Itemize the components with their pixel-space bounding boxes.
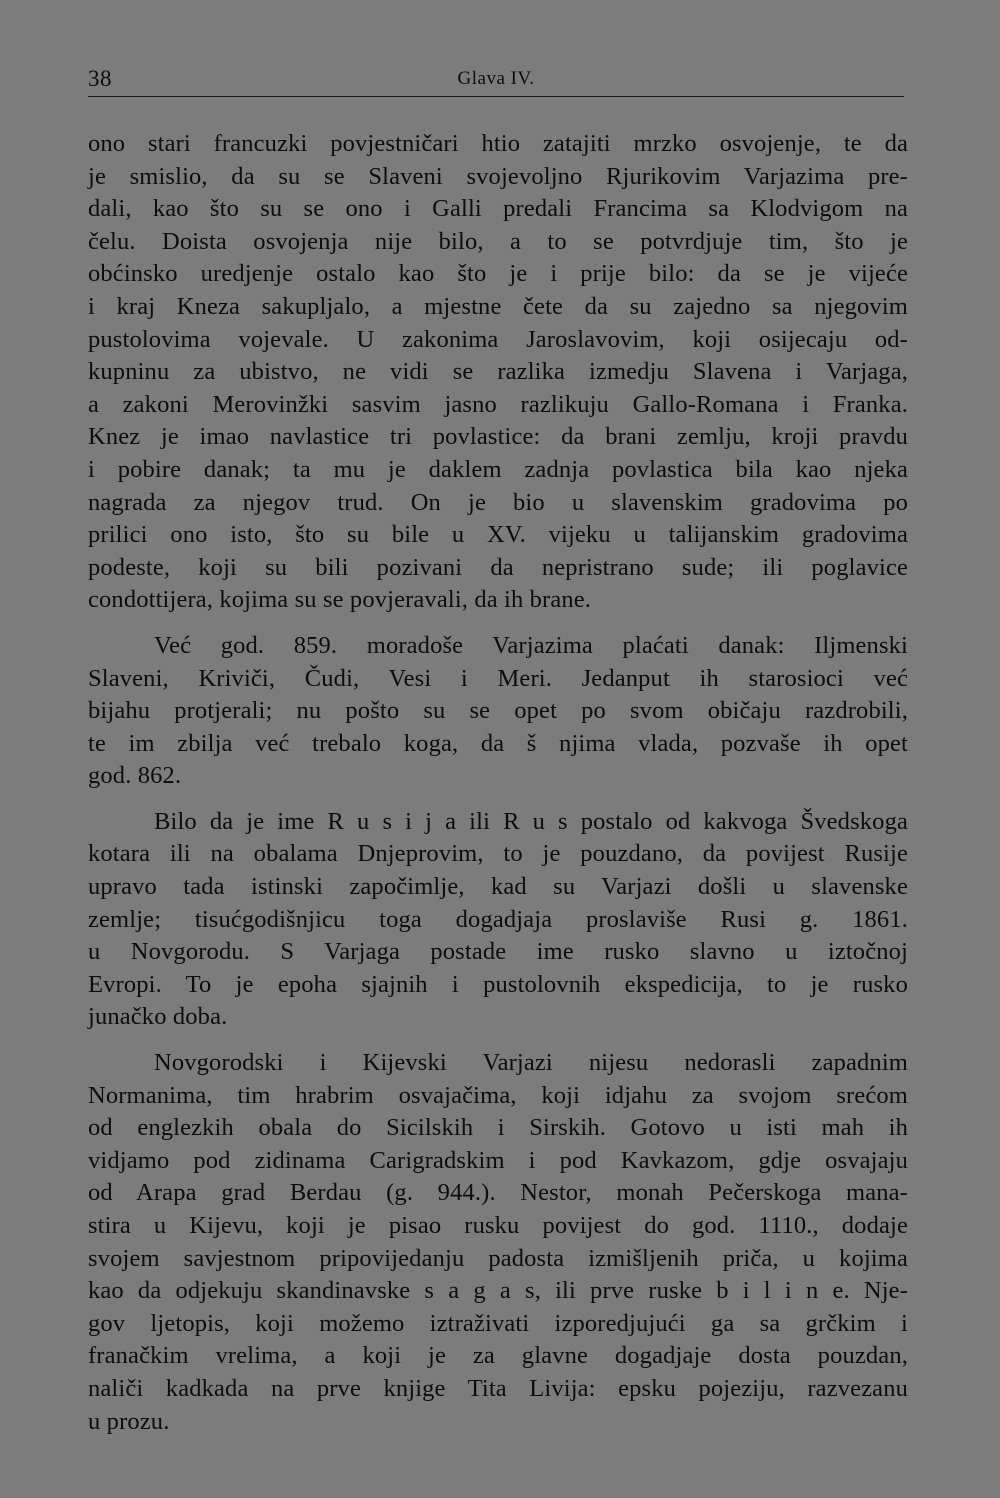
- text-line: od englezkih obala do Sicilskih i Sirskih. Gotovo u isti mah ih: [88, 1114, 908, 1142]
- text-line: u Novgorodu. S Varjaga postade ime rusko slavno u iztočnoj: [88, 938, 908, 966]
- text-line: franačkim vrelima, a koji je za glavne dogadjaje dosta pouzdan,: [88, 1342, 908, 1370]
- text-line: bijahu protjerali; nu pošto su se opet po svom običaju razdrobili,: [88, 697, 908, 725]
- text-line: prilici ono isto, što su bile u XV. vijeku u talijanskim gradovima: [88, 521, 908, 549]
- paragraph: [88, 1047, 908, 1438]
- text-line: pustolovima vojevale. U zakonima Jaroslavovim, koji osijecaju od-: [88, 325, 908, 353]
- text-line: upravo tada istinski započimlje, kad su Varjazi došli u slavenske: [88, 873, 908, 901]
- text-line: u prozu.: [88, 1407, 170, 1435]
- text-line: obćinsko uredjenje ostalo kao što je i prije bilo: da se je vijeće: [88, 260, 908, 288]
- page-number: 38: [88, 66, 112, 91]
- text-line: kotara ili na obalama Dnjeprovim, to je pouzdano, da povijest Rusije: [88, 840, 908, 868]
- text-line: dali, kao što su se ono i Galli predali Francima sa Klodvigom na: [88, 195, 908, 223]
- text-line: vidjamo pod zidinama Carigradskim i pod Kavkazom, gdje osvajaju: [88, 1146, 908, 1174]
- text-line: od Arapa grad Berdau (g. 944.). Nestor, monah Pečerskoga mana-: [88, 1179, 908, 1207]
- text-line: zemlje; tisućgodišnjicu toga dogadjaja proslaviše Rusi g. 1861.: [88, 905, 908, 933]
- paragraph: [88, 128, 908, 617]
- text-line: čelu. Doista osvojenja nije bilo, a to se potvrdjuje tim, što je: [88, 227, 908, 255]
- header-rule: [88, 96, 904, 97]
- text-line: condottijera, kojima su se povjeravali, da ih brane.: [88, 586, 592, 614]
- text-line: i kraj Kneza sakupljalo, a mjestne čete da su zajedno sa njegovim: [88, 292, 908, 320]
- paragraph-gap: [88, 1034, 908, 1047]
- text-line: kupninu za ubistvo, ne vidi se razlika izmedju Slavena i Varjaga,: [88, 358, 908, 386]
- text-line: a zakoni Merovinžki sasvim jasno razlikuju Gallo-Romana i Franka.: [88, 390, 908, 418]
- paragraph: [88, 630, 908, 793]
- text-line: stira u Kijevu, koji je pisao rusku povijest do god. 1110., dodaje: [88, 1212, 908, 1239]
- page-header: [88, 62, 904, 98]
- text-line: gov ljetopis, koji možemo iztraživati izporedjujući ga sa grčkim i: [88, 1309, 908, 1337]
- text-line: nagrada za njegov trud. On je bio u slavenskim gradovima po: [88, 488, 908, 516]
- text-line: Knez je imao navlastice tri povlastice: da brani zemlju, kroji pravdu: [88, 423, 908, 451]
- text-line: Normanima, tim hrabrim osvajačima, koji idjahu za svojom srećom: [88, 1081, 908, 1109]
- text-line: Slaveni, Kriviči, Čudi, Vesi i Meri. Jedanput ih starosioci već: [88, 664, 908, 692]
- text-line: junačko doba.: [88, 1003, 228, 1031]
- text-line: Novgorodski i Kijevski Varjazi nijesu nedorasli zapadnim: [154, 1049, 908, 1077]
- text-line: ono stari francuzki povjestničari htio zatajiti mrzko osvojenje, te da: [88, 130, 908, 157]
- paragraph-gap: [88, 793, 908, 806]
- text-line: i pobire danak; ta mu je daklem zadnja povlastica bila kao njeka: [88, 455, 908, 483]
- text-line: Već god. 859. moradoše Varjazima plaćati danak: Iljmenski: [154, 631, 908, 659]
- text-line: kao da odjekuju skandinavske s a g a s, ili prve ruske b i l i n e. Nje-: [88, 1277, 908, 1305]
- paragraph-gap: [88, 617, 908, 630]
- text-line: god. 862.: [88, 762, 182, 790]
- text-line: te im zbilja već trebalo koga, da š njima vlada, pozvaše ih opet: [88, 729, 908, 757]
- paragraph: [88, 806, 908, 1034]
- text-line: naliči kadkada na prve knjige Tita Livija: epsku pojeziju, razvezanu: [88, 1374, 908, 1402]
- text-line: Evropi. To je epoha sjajnih i pustolovnih ekspedicija, to je rusko: [88, 970, 908, 998]
- text-line: Bilo da je ime R u s i j a ili R u s postalo od kakvoga Švedskoga: [154, 807, 908, 835]
- text-line: podeste, koji su bili pozivani da nepristrano sude; ili poglavice: [88, 553, 908, 581]
- body-text: [88, 128, 908, 1438]
- text-line: svojem savjestnom pripovijedanju padosta izmišljenih priča, u kojima: [88, 1244, 908, 1272]
- text-line: je smislio, da su se Slaveni svojevoljno Rjurikovim Varjazima pre-: [88, 162, 908, 190]
- running-title: Glava IV.: [457, 68, 535, 89]
